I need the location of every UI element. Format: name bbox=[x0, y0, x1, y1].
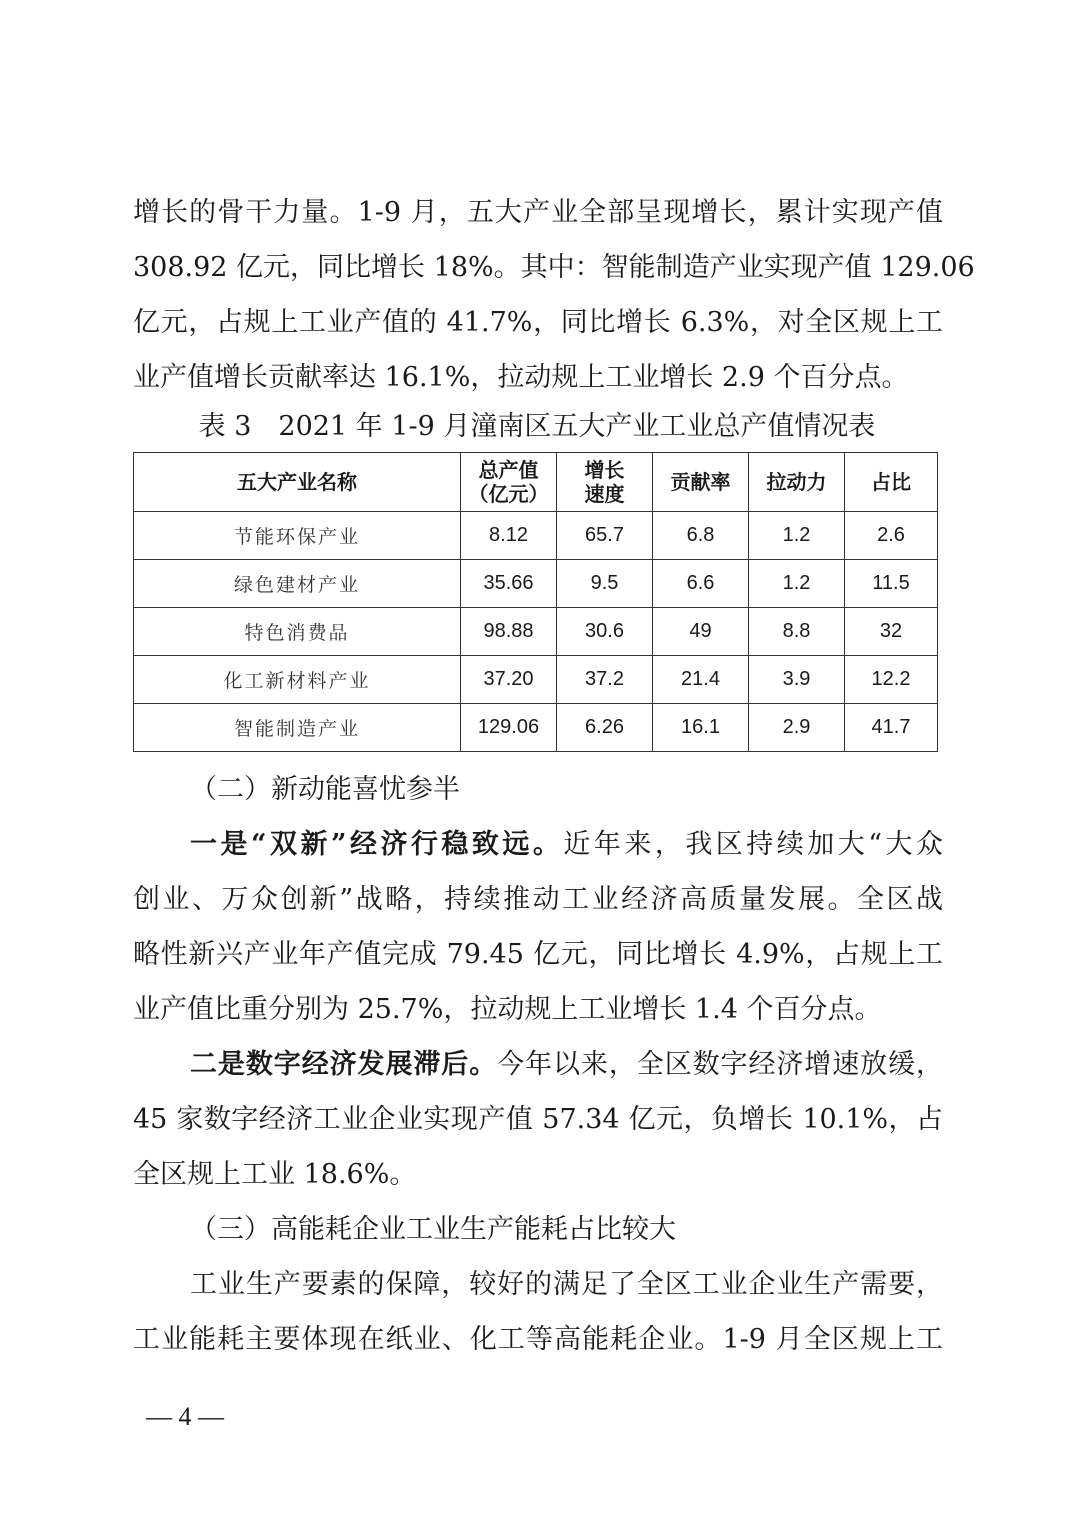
header-growth-line1: 增长 bbox=[584, 458, 625, 482]
cell-share: 12.2 bbox=[845, 656, 938, 704]
cell-contribution: 49 bbox=[653, 608, 749, 656]
cell-output: 98.88 bbox=[461, 608, 557, 656]
cell-output: 37.20 bbox=[461, 656, 557, 704]
paragraph-line: 增长的骨干力量。1-9 月，五大产业全部呈现增长，累计实现产值 bbox=[133, 197, 943, 228]
table-row bbox=[134, 704, 938, 752]
cell-growth: 9.5 bbox=[557, 560, 653, 608]
cell-industry-name: 化工新材料产业 bbox=[134, 656, 461, 704]
header-growth bbox=[557, 453, 653, 512]
paragraph-line: 创业、万众创新”战略，持续推动工业经济高质量发展。全区战 bbox=[133, 884, 943, 915]
table-title: 表 3 2021 年 1-9 月潼南区五大产业工业总产值情况表 bbox=[198, 411, 876, 442]
cell-contribution: 21.4 bbox=[653, 656, 749, 704]
cell-pull: 1.2 bbox=[749, 512, 845, 560]
paragraph-line bbox=[190, 828, 943, 862]
section-heading: （二）新动能喜忧参半 bbox=[190, 774, 460, 805]
header-share: 占比 bbox=[845, 453, 938, 512]
paragraph-line bbox=[190, 1048, 943, 1082]
table-row bbox=[134, 512, 938, 560]
cell-industry-name: 智能制造产业 bbox=[134, 704, 461, 752]
cell-growth: 30.6 bbox=[557, 608, 653, 656]
table-header-row bbox=[134, 453, 938, 512]
cell-contribution: 16.1 bbox=[653, 704, 749, 752]
paragraph-line: 工业生产要素的保障，较好的满足了全区工业企业生产需要， bbox=[190, 1269, 943, 1300]
header-output bbox=[461, 453, 557, 512]
header-output-line1: 总产值 bbox=[478, 458, 539, 482]
cell-industry-name: 特色消费品 bbox=[134, 608, 461, 656]
cell-pull: 3.9 bbox=[749, 656, 845, 704]
cell-pull: 2.9 bbox=[749, 704, 845, 752]
cell-share: 11.5 bbox=[845, 560, 938, 608]
cell-share: 2.6 bbox=[845, 512, 938, 560]
table-row bbox=[134, 608, 938, 656]
bold-lead: 二是数字经济发展滞后。 bbox=[190, 1049, 498, 1080]
header-output-line2: （亿元） bbox=[468, 482, 549, 506]
header-pull: 拉动力 bbox=[749, 453, 845, 512]
table-row bbox=[134, 656, 938, 704]
cell-industry-name: 节能环保产业 bbox=[134, 512, 461, 560]
cell-share: 32 bbox=[845, 608, 938, 656]
cell-pull: 8.8 bbox=[749, 608, 845, 656]
cell-output: 129.06 bbox=[461, 704, 557, 752]
industry-output-table bbox=[133, 452, 938, 752]
paragraph-line: 308.92 亿元，同比增长 18%。其中：智能制造产业实现产值 129.06 bbox=[133, 252, 975, 283]
paragraph-line: 略性新兴产业年产值完成 79.45 亿元，同比增长 4.9%，占规上工 bbox=[133, 939, 943, 970]
paragraph-line: 45 家数字经济工业企业实现产值 57.34 亿元，负增长 10.1%，占 bbox=[133, 1104, 943, 1135]
paragraph-line: 全区规上工业 18.6%。 bbox=[133, 1159, 417, 1190]
paragraph-line: 亿元，占规上工业产值的 41.7%，同比增长 6.3%，对全区规上工 bbox=[133, 307, 943, 338]
paragraph-line: 业产值增长贡献率达 16.1%，拉动规上工业增长 2.9 个百分点。 bbox=[133, 362, 909, 393]
page-number: — 4 — bbox=[146, 1402, 224, 1431]
header-growth-line2: 速度 bbox=[584, 482, 625, 506]
cell-growth: 6.26 bbox=[557, 704, 653, 752]
cell-contribution: 6.8 bbox=[653, 512, 749, 560]
cell-contribution: 6.6 bbox=[653, 560, 749, 608]
cell-output: 8.12 bbox=[461, 512, 557, 560]
section-heading: （三）高能耗企业工业生产能耗占比较大 bbox=[190, 1214, 676, 1245]
bold-lead: 一是“双新”经济行稳致远。 bbox=[190, 829, 564, 860]
cell-output: 35.66 bbox=[461, 560, 557, 608]
paragraph-text: 今年以来，全区数字经济增速放缓， bbox=[497, 1049, 944, 1080]
paragraph-line: 工业能耗主要体现在纸业、化工等高能耗企业。1-9 月全区规上工 bbox=[133, 1324, 943, 1355]
table-row bbox=[134, 560, 938, 608]
header-contribution: 贡献率 bbox=[653, 453, 749, 512]
cell-pull: 1.2 bbox=[749, 560, 845, 608]
cell-growth: 37.2 bbox=[557, 656, 653, 704]
cell-share: 41.7 bbox=[845, 704, 938, 752]
paragraph-text: 近年来，我区持续加大“大众 bbox=[563, 829, 943, 860]
cell-growth: 65.7 bbox=[557, 512, 653, 560]
cell-industry-name: 绿色建材产业 bbox=[134, 560, 461, 608]
paragraph-line: 业产值比重分别为 25.7%，拉动规上工业增长 1.4 个百分点。 bbox=[133, 994, 882, 1025]
header-industry-name: 五大产业名称 bbox=[134, 453, 461, 512]
